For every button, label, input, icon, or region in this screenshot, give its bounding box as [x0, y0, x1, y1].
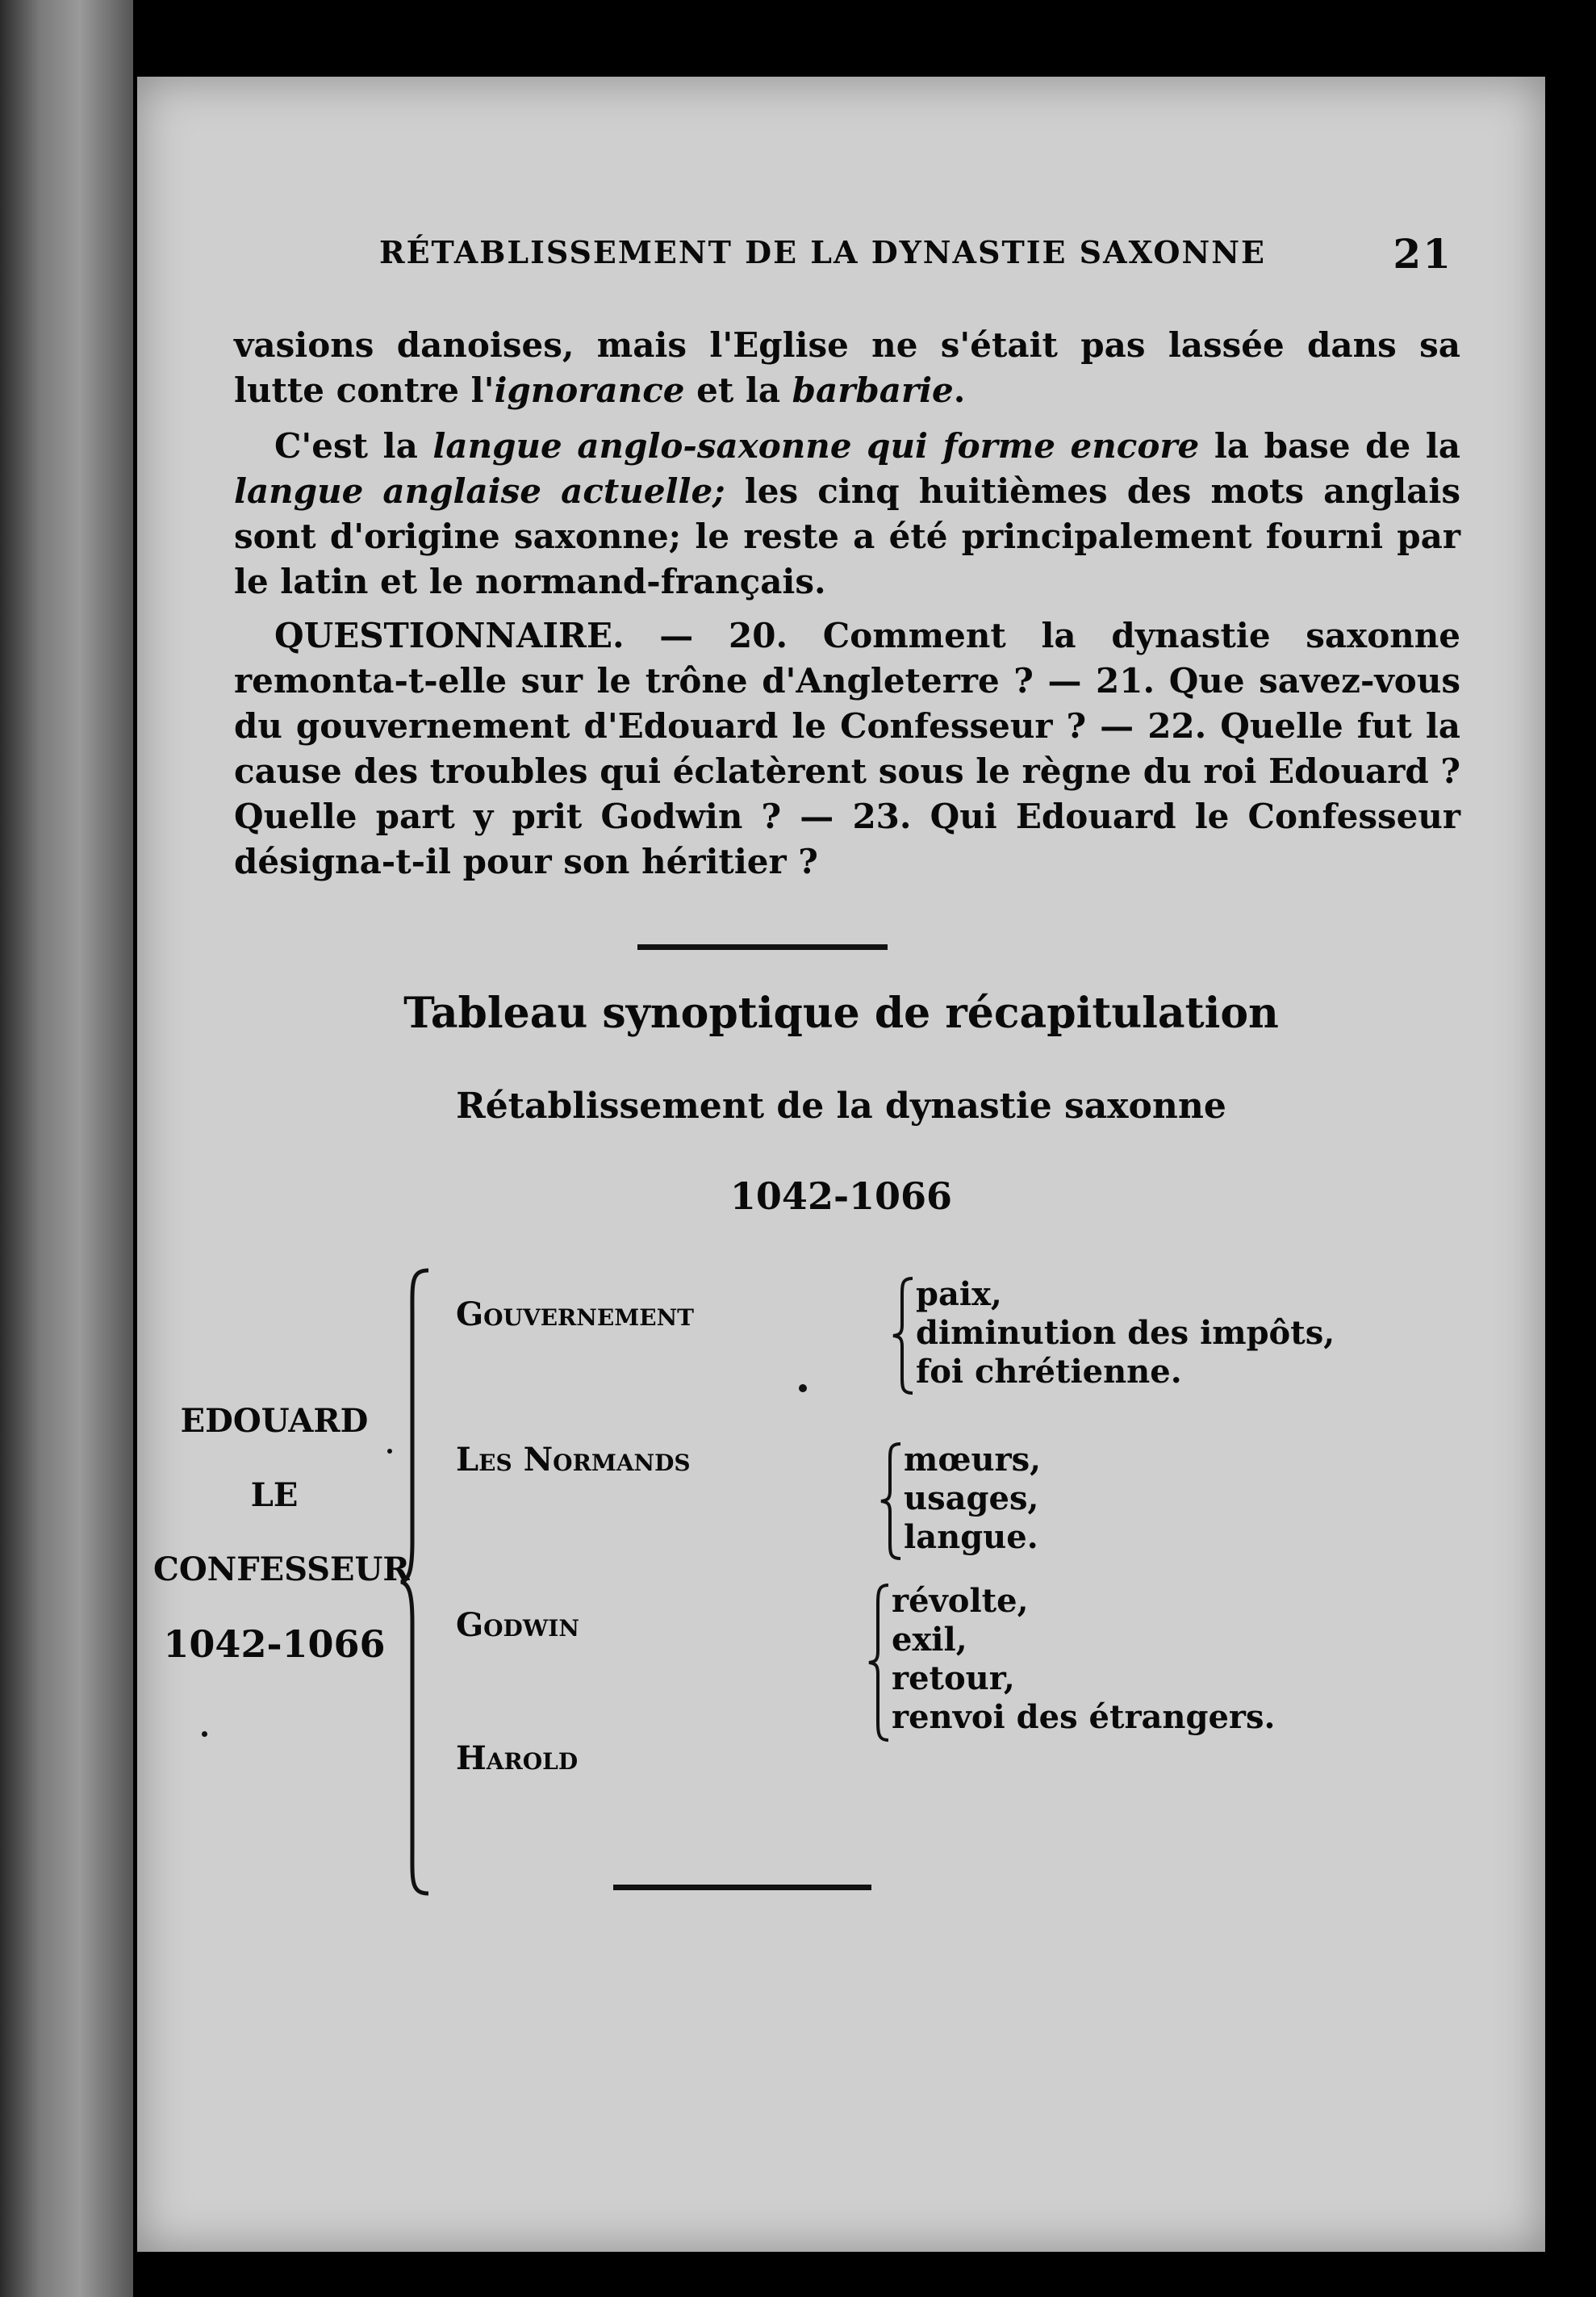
text-run: C'est la	[274, 426, 433, 466]
small-brace	[867, 1582, 890, 1743]
text-run: la base de la	[1199, 426, 1460, 466]
italic-run: langue anglaise actuelle;	[234, 471, 725, 511]
small-brace	[879, 1441, 902, 1562]
running-title: RÉTABLISSEMENT DE LA DYNASTIE SAXONNE	[379, 234, 1266, 270]
small-brace	[892, 1275, 914, 1396]
large-brace	[399, 1267, 432, 1897]
detail-line: révolte,	[892, 1582, 1029, 1620]
king-name-line1: EDOUARD	[180, 1402, 369, 1440]
ink-speck	[799, 1384, 807, 1392]
detail-line: paix,	[916, 1275, 1002, 1313]
page-number: 21	[1393, 230, 1452, 278]
detail-line: renvoi des étrangers.	[892, 1698, 1276, 1736]
item-gouvernement: Gouvernement	[456, 1295, 695, 1333]
divider-rule	[637, 944, 888, 950]
tableau-subtitle: Rétablissement de la dynastie saxonne	[456, 1086, 1226, 1127]
detail-line: diminution des impôts,	[916, 1314, 1335, 1352]
text-run: les cinq huitièmes des mots anglais sont d'origine saxonne; le reste a été principalement fourni par le latin et le normand-français.	[234, 471, 1460, 601]
text-run: ne s'était pas lassée dans sa lutte contre l'	[234, 325, 1461, 410]
italic-run: barbarie	[792, 370, 954, 410]
ink-speck	[202, 1731, 207, 1737]
detail-normands	[879, 1441, 1122, 1562]
detail-line: langue.	[904, 1518, 1038, 1556]
ink-speck	[387, 1449, 392, 1454]
king-block	[153, 1384, 410, 1681]
detail-line: retour,	[892, 1659, 1015, 1697]
adjacent-page-strip	[0, 0, 133, 2297]
paragraph-2	[234, 424, 1460, 605]
questionnaire-text: — 20. Comment la dynastie saxonne remonta-t-elle sur le trône d'Angleterre ? — 21. Que savez-vous du gouvernement d'Edouard le Confesseur ? — 22. Quelle fut la cause des troubles qui éclatèrent sous le règne du roi Edouard ? Quelle part y prit Godwin ? — 23. Qui Edouard le Confesseur désigna-t-il pour son héritier ?	[234, 616, 1460, 881]
questionnaire	[234, 613, 1460, 885]
detail-godwin	[867, 1582, 1352, 1743]
tableau-title: Tableau synoptique de récapitulation	[403, 989, 1279, 1038]
king-dates: 1042-1066	[163, 1622, 386, 1666]
king-name-line2: LE	[250, 1476, 299, 1514]
text-run: vasions danoises, mais l'	[234, 325, 733, 365]
italic-run: langue anglo-saxonne qui forme encore	[432, 426, 1200, 466]
detail-line: foi chrétienne.	[916, 1353, 1182, 1391]
italic-run: ignorance	[494, 370, 685, 410]
paragraph-1	[234, 323, 1460, 413]
detail-line: usages,	[904, 1479, 1039, 1517]
king-name-line3: CONFESSEUR	[153, 1550, 410, 1588]
questionnaire-label: QUESTIONNAIRE.	[274, 616, 625, 655]
book-page	[137, 77, 1545, 2252]
text-run: Eglise	[733, 325, 849, 365]
text-run: .	[953, 370, 966, 410]
item-normands: Les Normands	[456, 1441, 691, 1479]
tableau-dates: 1042-1066	[729, 1174, 953, 1218]
divider-rule	[613, 1885, 871, 1890]
item-godwin: Godwin	[456, 1606, 579, 1644]
item-harold: Harold	[456, 1739, 579, 1777]
detail-line: exil,	[892, 1621, 967, 1659]
detail-gouvernement	[892, 1275, 1376, 1396]
detail-line: mœurs,	[904, 1441, 1042, 1479]
text-run: et la	[684, 370, 792, 410]
